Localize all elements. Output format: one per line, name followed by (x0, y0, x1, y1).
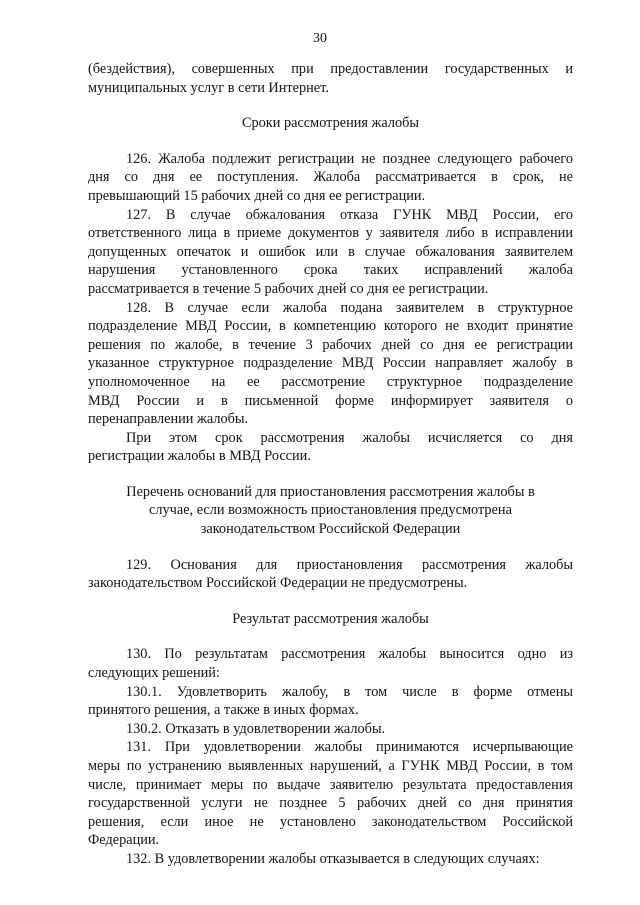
text-line: МВД России и в письменной форме информирует заявителя о (88, 392, 573, 409)
text-line: 128. В случае если жалоба подана заявителем в структурное (126, 299, 573, 316)
text-line: рассматривается в течение 5 рабочих дней со дня ее регистрации. (88, 280, 489, 297)
text-line: допущенных опечаток и ошибок или в случае обжалования заявителем (88, 243, 573, 260)
section-heading-line: законодательством Российской Федерации (200, 521, 461, 538)
text-line: уполномоченное на ее рассмотрение структурное подразделение (88, 373, 573, 390)
text-line: 131. При удовлетворении жалобы принимаются исчерпывающие (126, 739, 573, 756)
section-heading-line: Сроки рассмотрения жалобы (241, 115, 420, 132)
text-line: нарушения установленного срока таких исправлений жалоба (88, 262, 573, 279)
text-line: муниципальных услуг в сети Интернет. (88, 79, 329, 96)
text-line: превышающий 15 рабочих дней со дня ее регистрации. (88, 187, 426, 204)
section-heading-line: Перечень оснований для приостановления рассмотрения жалобы в (126, 483, 535, 500)
text-line: регистрации жалобы в МВД России. (88, 448, 311, 465)
section-heading-line: Результат рассмотрения жалобы (232, 610, 429, 627)
text-line: законодательством Российской Федерации не предусмотрены. (88, 575, 468, 592)
text-line: подразделение МВД России, в компетенцию которого не входит принятие (88, 318, 573, 335)
text-line: меры по устранению выявленных нарушений, а ГУНК МВД России, в том (88, 758, 573, 774)
text-line: числе, принимает меры по выдаче заявителю результата предоставления (88, 776, 573, 793)
text-line: принятого решения, а также в иных формах. (88, 702, 359, 719)
text-line: указанное структурное подразделение МВД России направляет жалобу в (88, 355, 573, 372)
text-line: 126. Жалоба подлежит регистрации не позднее следующего рабочего (126, 150, 573, 167)
text-line: ответственного лица в приеме документов у заявителя либо в исправлении (88, 225, 573, 242)
text-line: 130.1. Удовлетворить жалобу, в том числе в форме отмены (126, 683, 573, 700)
text-line: При этом срок рассмотрения жалобы исчисляется со дня (126, 429, 573, 446)
text-line: государственной услуги не позднее 5 рабочих дней со дня принятия (88, 795, 573, 812)
text-line: 130.2. Отказать в удовлетворении жалобы. (126, 720, 386, 737)
text-line: 132. В удовлетворении жалобы отказывается в следующих случаях: (126, 850, 540, 867)
text-line: следующих решений: (88, 665, 220, 682)
text-line: решения, если иное не установлено законодательством Российской (88, 813, 573, 830)
text-line: решения по жалобе, в течение 3 рабочих дней со дня ее регистрации (88, 336, 573, 353)
text-line: перенаправлении жалобы. (88, 411, 249, 428)
document-body (88, 60, 573, 869)
section-heading-line: случае, если возможность приостановления предусмотрена (149, 502, 512, 519)
page-number: 30 (313, 31, 327, 46)
text-line: 130. По результатам рассмотрения жалобы выносится одно из (126, 646, 573, 663)
text-line: Федерации. (88, 832, 160, 849)
text-line: 127. В случае обжалования отказа ГУНК МВД России, его (126, 206, 573, 223)
text-line: 129. Основания для приостановления рассмотрения жалобы (126, 556, 573, 573)
text-line: дня со дня ее поступления. Жалоба рассматривается в срок, не (88, 169, 573, 186)
text-line: (бездействия), совершенных при предоставлении государственных и (88, 61, 573, 77)
